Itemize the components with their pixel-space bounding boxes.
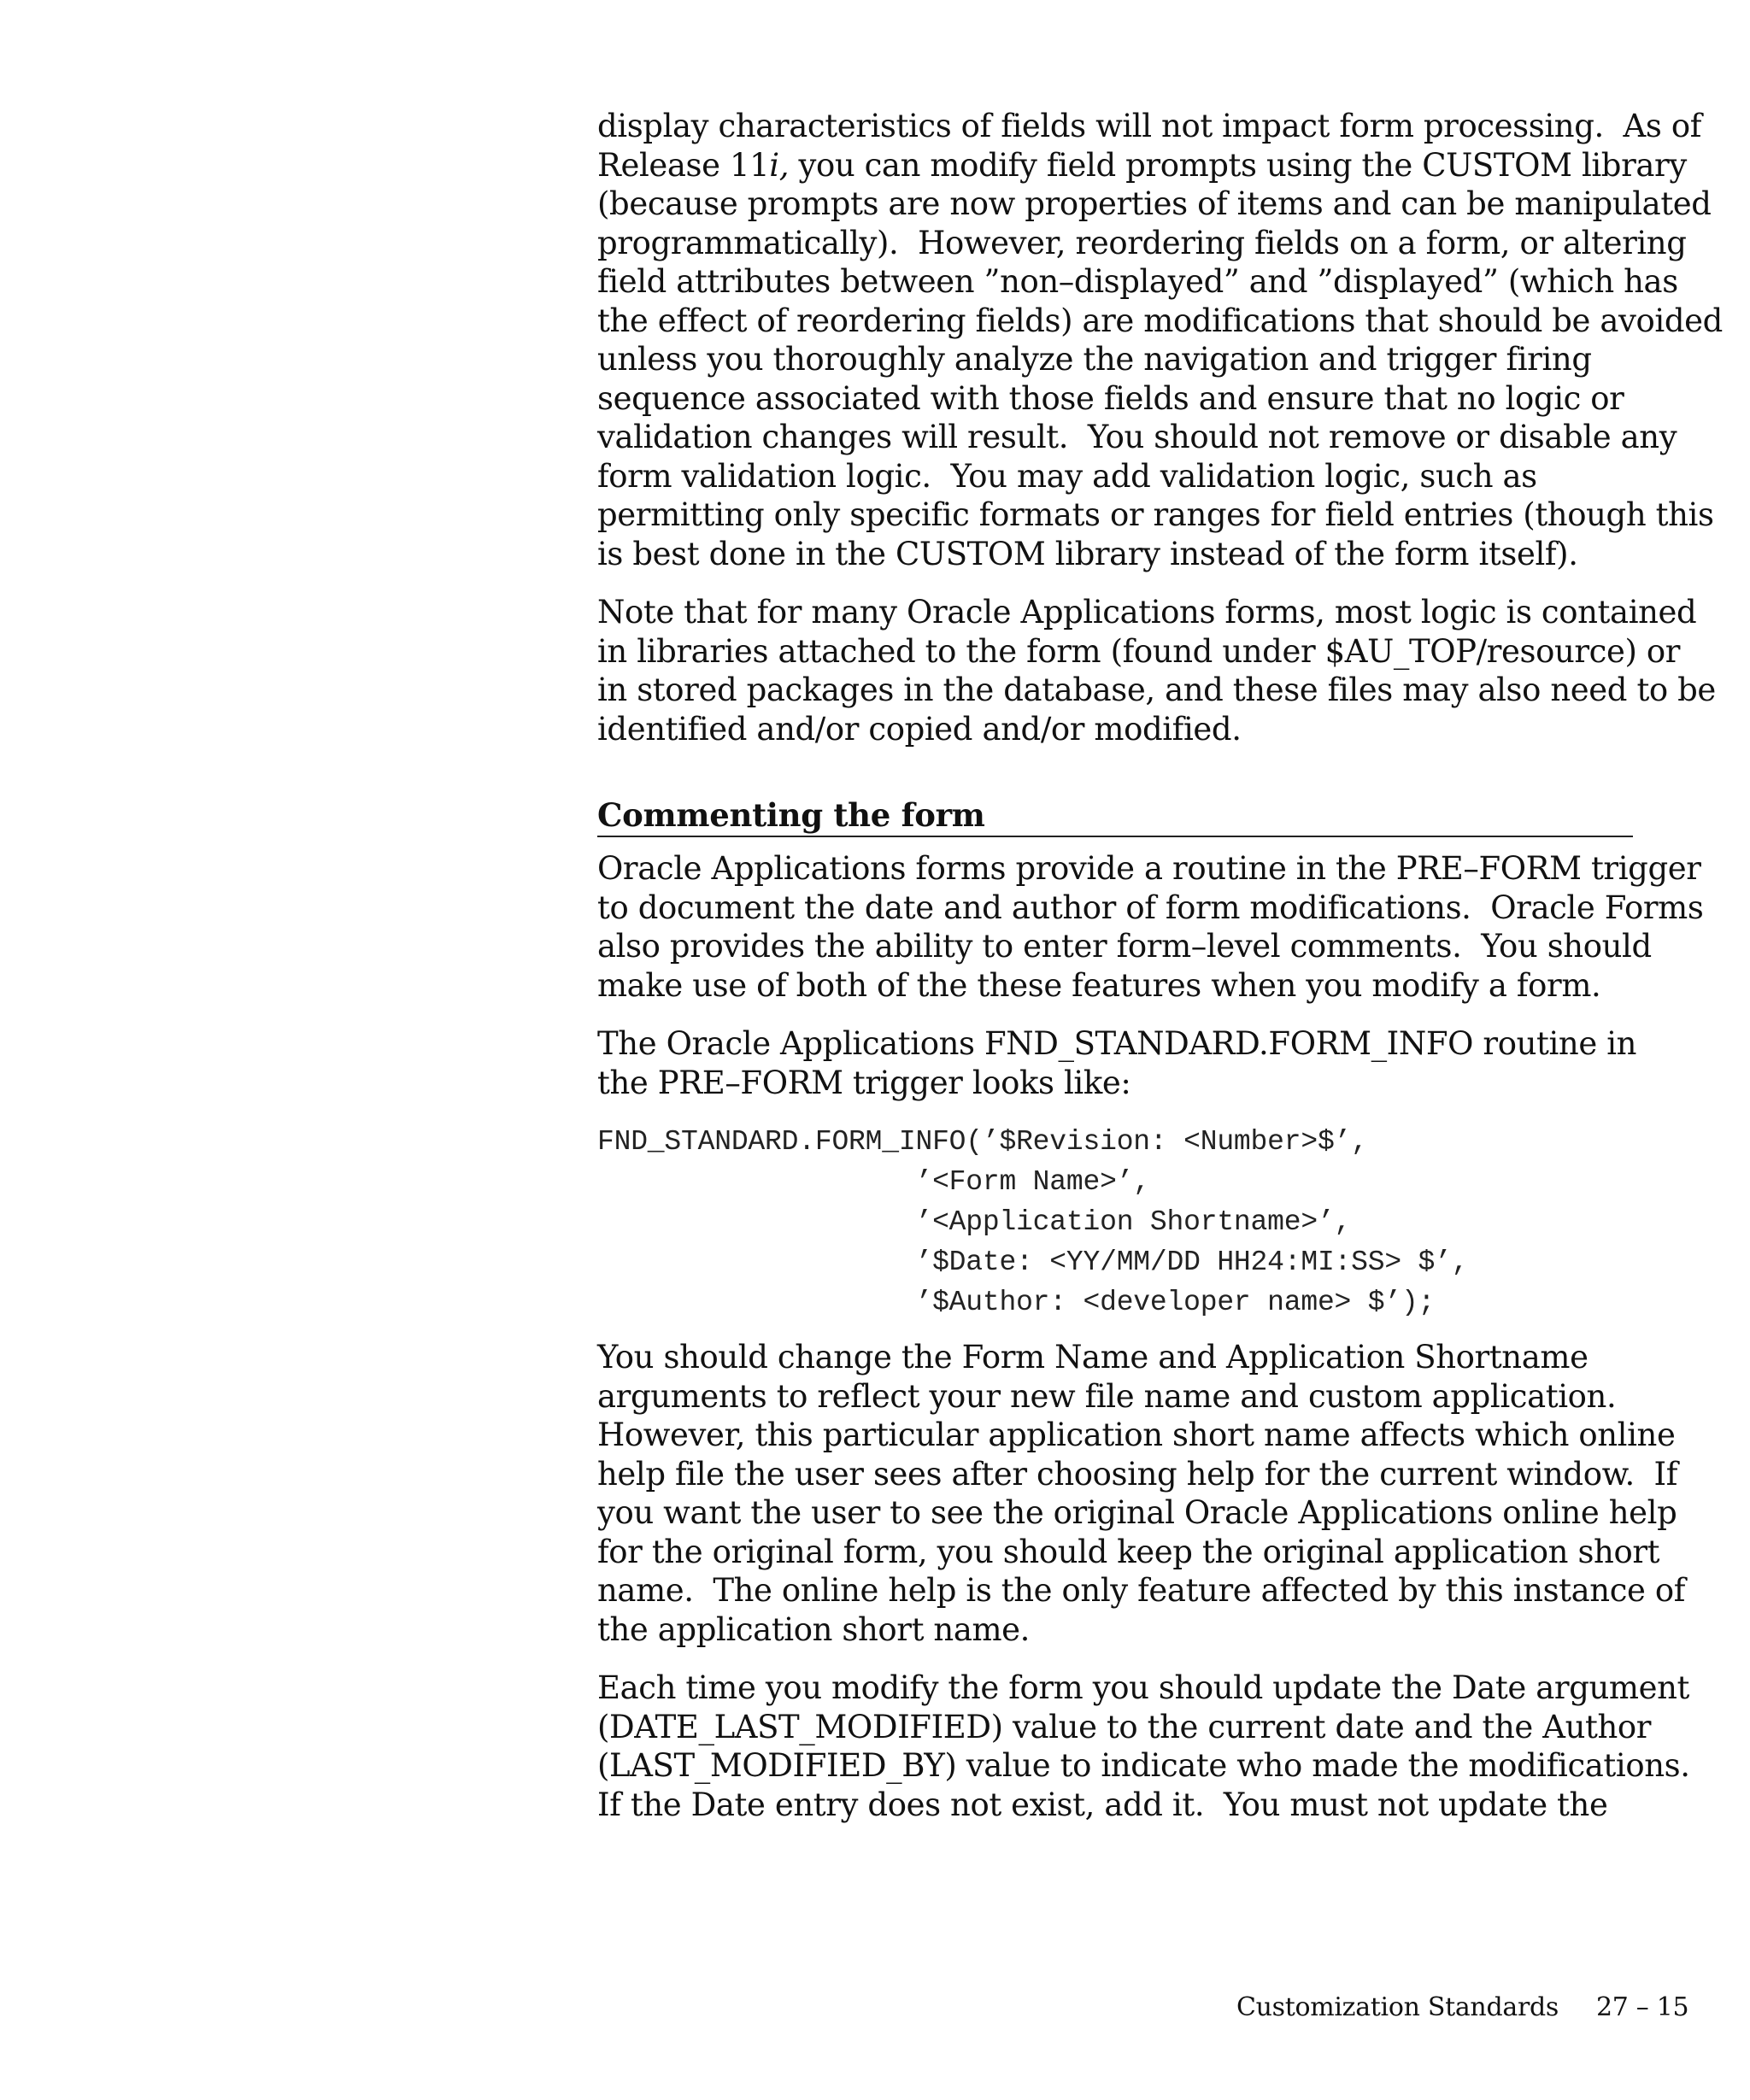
text-line: make use of both of the these features when you modify a form.	[597, 966, 1601, 1004]
section-heading-rule	[597, 796, 1633, 837]
page-number: 27 – 15	[1596, 1992, 1689, 2022]
text-line: programmatically). However, reordering fields on a form, or altering	[597, 224, 1687, 261]
text-line: the PRE–FORM trigger looks like:	[597, 1064, 1131, 1101]
code-line: FND_STANDARD.FORM_INFO(’$Revision: <Number>$’,	[597, 1126, 1368, 1158]
release-italic: i,	[769, 146, 790, 184]
paragraph-shortname	[597, 1338, 1686, 1649]
text-line: Note that for many Oracle Applications forms, most logic is contained	[597, 594, 1697, 631]
paragraph-field-display	[597, 107, 1723, 573]
text-line: the application short name.	[597, 1610, 1031, 1648]
text-line: to document the date and author of form modifications. Oracle Forms	[597, 889, 1704, 926]
text-line: field attributes between ”non–displayed” and ”displayed” (which has	[597, 263, 1678, 300]
paragraph-libraries-note	[597, 593, 1716, 748]
code-line: ’$Author: <developer name> $’);	[597, 1287, 1436, 1318]
text-line: form validation logic. You may add validation logic, such as	[597, 457, 1537, 495]
text-line: Oracle Applications forms provide a routine in the PRE–FORM trigger	[597, 850, 1701, 887]
text-line: help file the user sees after choosing help for the current window. If	[597, 1455, 1678, 1493]
section-heading: Commenting the form	[597, 796, 985, 834]
text-line: You should change the Form Name and Application Shortname	[597, 1339, 1589, 1376]
text-line: name. The online help is the only feature affected by this instance of	[597, 1572, 1686, 1609]
text-line-release	[597, 146, 1687, 185]
text-line: (because prompts are now properties of items and can be manipulated	[597, 185, 1712, 222]
text-line: (LAST_MODIFIED_BY) value to indicate who made the modifications.	[597, 1747, 1690, 1784]
code-line: ’<Form Name>’,	[597, 1166, 1150, 1198]
text-line: is best done in the CUSTOM library instead of the form itself).	[597, 535, 1578, 572]
code-block	[597, 1122, 1633, 1323]
footer-section-title: Customization Standards	[1236, 1992, 1559, 2022]
text-line: Each time you modify the form you should update the Date argument	[597, 1669, 1689, 1706]
text-line: permitting only specific formats or ranges for field entries (though this	[597, 496, 1714, 533]
paragraph-date-author	[597, 1669, 1690, 1824]
text-line: If the Date entry does not exist, add it. You must not update the	[597, 1786, 1608, 1823]
text-line: identified and/or copied and/or modified.	[597, 710, 1242, 748]
text-line: you want the user to see the original Oracle Applications online help	[597, 1494, 1677, 1531]
code-line: ’<Application Shortname>’,	[597, 1206, 1352, 1238]
text-line: in libraries attached to the form (found under $AU_TOP/resource) or	[597, 632, 1681, 670]
text-line: (DATE_LAST_MODIFIED) value to the current date and the Author	[597, 1708, 1652, 1745]
body-text	[597, 107, 1723, 1844]
text-line: for the original form, you should keep the original application short	[597, 1533, 1660, 1570]
release-text: Release 11	[597, 146, 770, 184]
text-line: the effect of reordering fields) are modifications that should be avoided	[597, 302, 1723, 339]
text-line: validation changes will result. You should not remove or disable any	[597, 419, 1677, 455]
text-line: display characteristics of fields will not impact form processing. As of	[597, 108, 1701, 144]
text-line: unless you thoroughly analyze the navigation and trigger firing	[597, 341, 1592, 378]
text-line: The Oracle Applications FND_STANDARD.FORM_INFO routine in	[597, 1025, 1637, 1062]
paragraph-form-info-intro	[597, 1024, 1637, 1102]
text-line: also provides the ability to enter form–level comments. You should	[597, 928, 1652, 965]
code-line: ’$Date: <YY/MM/DD HH24:MI:SS> $’,	[597, 1247, 1469, 1278]
text-line: in stored packages in the database, and these files may also need to be	[597, 672, 1716, 708]
text-line: arguments to reflect your new file name and custom application.	[597, 1377, 1617, 1415]
release-text-rest: you can modify field prompts using the CUSTOM library	[789, 146, 1687, 184]
text-line: However, this particular application short name affects which online	[597, 1417, 1676, 1453]
text-line: sequence associated with those fields and ensure that no logic or	[597, 379, 1624, 417]
page-footer	[1205, 1956, 1689, 2059]
paragraph-pre-form	[597, 849, 1704, 1005]
